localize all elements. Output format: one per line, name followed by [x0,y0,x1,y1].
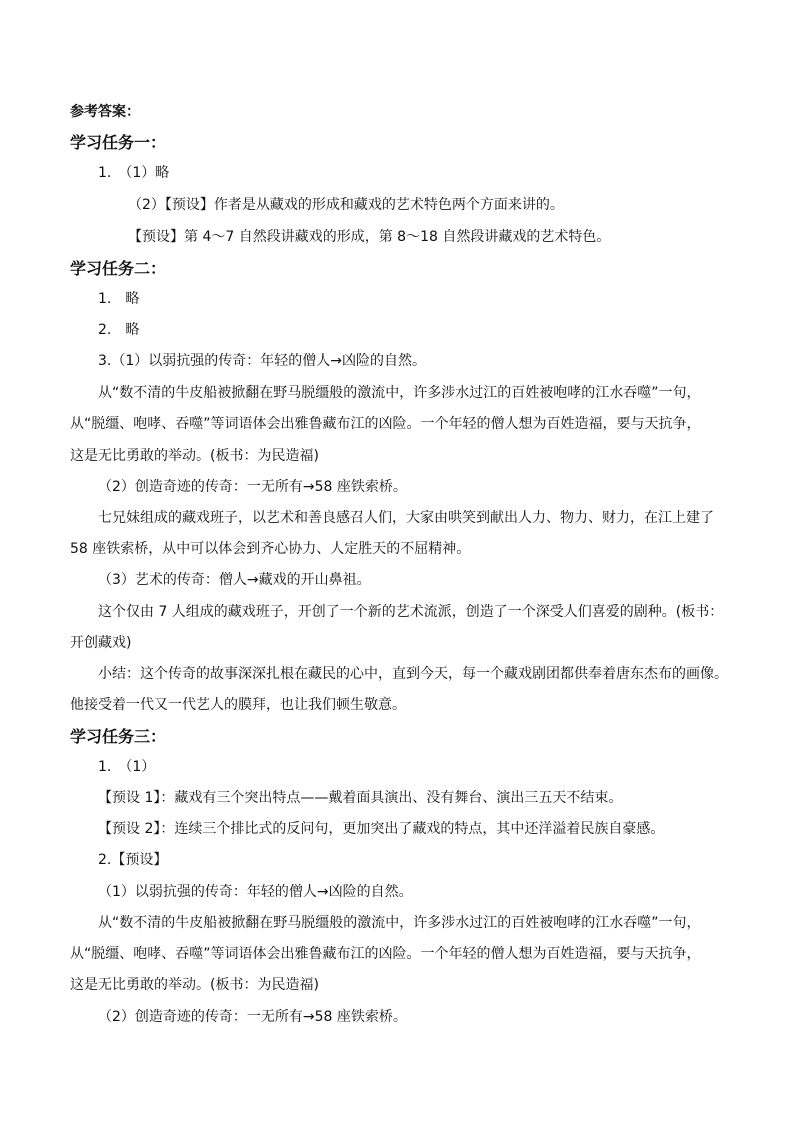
task1-item1-3: 【预设】第 4～7 自然段讲藏戏的形成，第 8～18 自然段讲藏戏的艺术特色。 [128,229,611,245]
task2-heading: 学习任务二： [70,259,167,278]
answer-heading: 参考答案： [70,104,140,120]
task2-para2-line1: 七兄妹组成的藏戏班子，以艺术和善良感召人们，大家由哄笑到献出人力、物力、财力，在江上建了 [98,510,714,526]
task3-preset1: 【预设 1】：藏戏有三个突出特点——戴着面具演出、没有舞台、演出三五天不结束。 [98,790,623,806]
task3-preset2: 【预设 2】：连续三个排比式的反问句，更加突出了藏戏的特点，其中还洋溢着民族自豪感。 [98,821,665,837]
task1-item1-2: （2）【预设】作者是从藏戏的形成和藏戏的艺术特色两个方面来讲的。 [128,197,564,213]
task2-item3-2: （2）创造奇迹的传奇：一无所有→58 座铁索桥。 [98,479,407,495]
task3-item2-1: （1）以弱抗强的传奇：年轻的僧人→凶险的自然。 [98,884,413,900]
task2-para1-line3: 这是无比勇敢的举动。(板书：为民造福) [70,448,319,464]
task2-item3-3: （3）艺术的传奇：僧人→藏戏的开山鼻祖。 [98,572,371,588]
task2-item1: 1. 略 [98,291,140,307]
task2-para1-line2: 从“脱缰、咆哮、吞噬”等词语体会出雅鲁藏布江的凶险。一个年轻的僧人想为百姓造福，要与天抗争， [70,416,701,432]
task2-para2-line2: 58 座铁索桥，从中可以体会到齐心协力、人定胜天的不屈精神。 [70,541,471,557]
task3-item2: 2.【预设】 [98,852,168,868]
task2-item3-1: 3.（1）以弱抗强的传奇：年轻的僧人→凶险的自然。 [98,353,426,369]
task3-para1-line2: 从“脱缰、咆哮、吞噬”等词语体会出雅鲁藏布江的凶险。一个年轻的僧人想为百姓造福，要与天抗争， [70,946,701,962]
task1-heading: 学习任务一： [70,133,167,152]
task1-item1: 1. （1）略 [98,165,170,181]
task3-item2-2: （2）创造奇迹的传奇：一无所有→58 座铁索桥。 [98,1009,407,1025]
task2-para3-line1: 这个仅由 7 人组成的藏戏班子，开创了一个新的艺术流派，创造了一个深受人们喜爱的剧种。(板书： [98,604,724,620]
task3-para1-line1: 从“数不清的牛皮船被掀翻在野马脱缰般的激流中，许多涉水过江的百姓被咆哮的江水吞噬”一句， [98,915,701,931]
task2-para1-line1: 从“数不清的牛皮船被掀翻在野马脱缰般的激流中，许多涉水过江的百姓被咆哮的江水吞噬”一句， [98,385,701,401]
task3-heading: 学习任务三： [70,727,167,746]
task3-item1: 1. （1） [98,759,156,775]
task2-para3-line2: 开创藏戏) [70,635,132,651]
task3-para1-line3: 这是无比勇敢的举动。(板书：为民造福) [70,977,319,993]
task2-item2: 2. 略 [98,322,140,338]
task2-summary-line2: 他接受着一代又一代艺人的膜拜，也让我们顿生敬意。 [70,697,406,713]
task2-summary-line1: 小结：这个传奇的故事深深扎根在藏民的心中，直到今天，每一个藏戏剧团都供奉着唐东杰布的画像。 [98,666,728,682]
